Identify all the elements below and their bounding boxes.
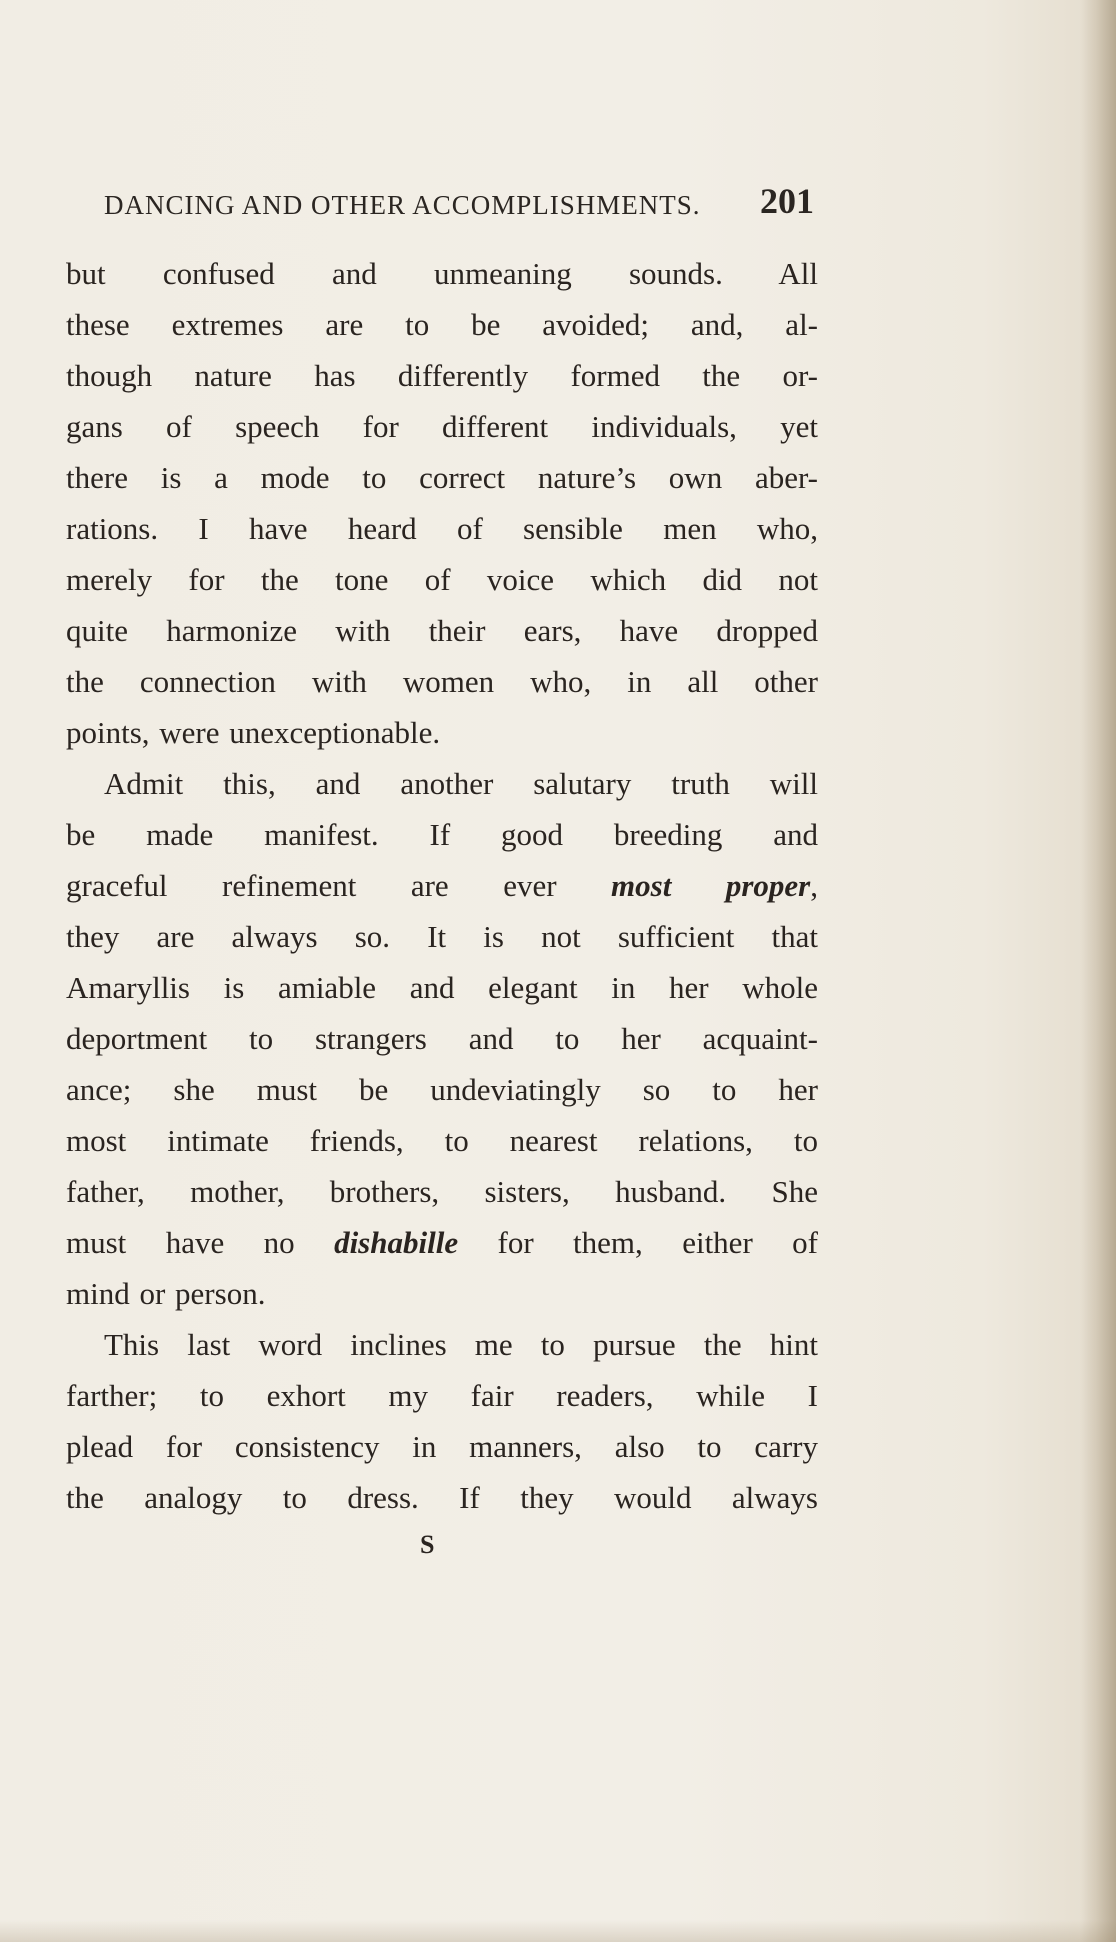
text-line: the analogy to dress. If they would always bbox=[66, 1480, 818, 1515]
text-line: Admit this, and another salutary truth will bbox=[104, 766, 818, 801]
text-line: though nature has differently formed the or- bbox=[66, 358, 818, 393]
text-line: Amaryllis is amiable and elegant in her whole bbox=[66, 970, 818, 1005]
text-run: must have no bbox=[66, 1225, 335, 1260]
text-line: This last word inclines me to pursue the hint bbox=[104, 1327, 818, 1362]
text-line: these extremes are to be avoided; and, al- bbox=[66, 307, 818, 342]
text-line: be made manifest. If good breeding and bbox=[66, 817, 818, 852]
text-line: plead for consistency in manners, also to carry bbox=[66, 1429, 818, 1464]
signature-mark: S bbox=[420, 1530, 435, 1559]
page-bottom-shadow bbox=[0, 1920, 1116, 1942]
page-edge-shadow bbox=[1080, 0, 1116, 1942]
text-line: farther; to exhort my fair readers, while I bbox=[66, 1378, 818, 1413]
text-line: merely for the tone of voice which did not bbox=[66, 562, 818, 597]
text-line: rations. I have heard of sensible men who, bbox=[66, 511, 818, 546]
text-line: the connection with women who, in all other bbox=[66, 664, 818, 699]
text-line: gans of speech for different individuals, yet bbox=[66, 409, 818, 444]
italic-text: most proper bbox=[611, 868, 811, 903]
text-line: father, mother, brothers, sisters, husband. She bbox=[66, 1174, 818, 1209]
body-text bbox=[66, 248, 818, 1523]
text-run: , bbox=[810, 868, 818, 903]
text-line: most intimate friends, to nearest relations, to bbox=[66, 1123, 818, 1158]
text-run: for them, either of bbox=[458, 1225, 819, 1260]
text-run: graceful refinement are ever bbox=[66, 868, 612, 903]
running-head: DANCING AND OTHER ACCOMPLISHMENTS. bbox=[104, 190, 701, 220]
text-line: there is a mode to correct nature’s own aber- bbox=[66, 460, 818, 495]
page-header bbox=[104, 180, 824, 224]
text-line: ance; she must be undeviatingly so to her bbox=[66, 1072, 818, 1107]
text-line: quite harmonize with their ears, have dropped bbox=[66, 613, 818, 648]
text-line: mind or person. bbox=[66, 1276, 266, 1311]
text-line: they are always so. It is not sufficient that bbox=[66, 919, 818, 954]
text-line: but confused and unmeaning sounds. All bbox=[66, 256, 818, 291]
text-line bbox=[66, 1217, 818, 1268]
text-line bbox=[66, 860, 818, 911]
text-line: deportment to strangers and to her acquaint- bbox=[66, 1021, 818, 1056]
text-line: points, were unexceptionable. bbox=[66, 715, 441, 750]
page-number: 201 bbox=[760, 181, 814, 221]
italic-text: dishabille bbox=[334, 1225, 459, 1260]
